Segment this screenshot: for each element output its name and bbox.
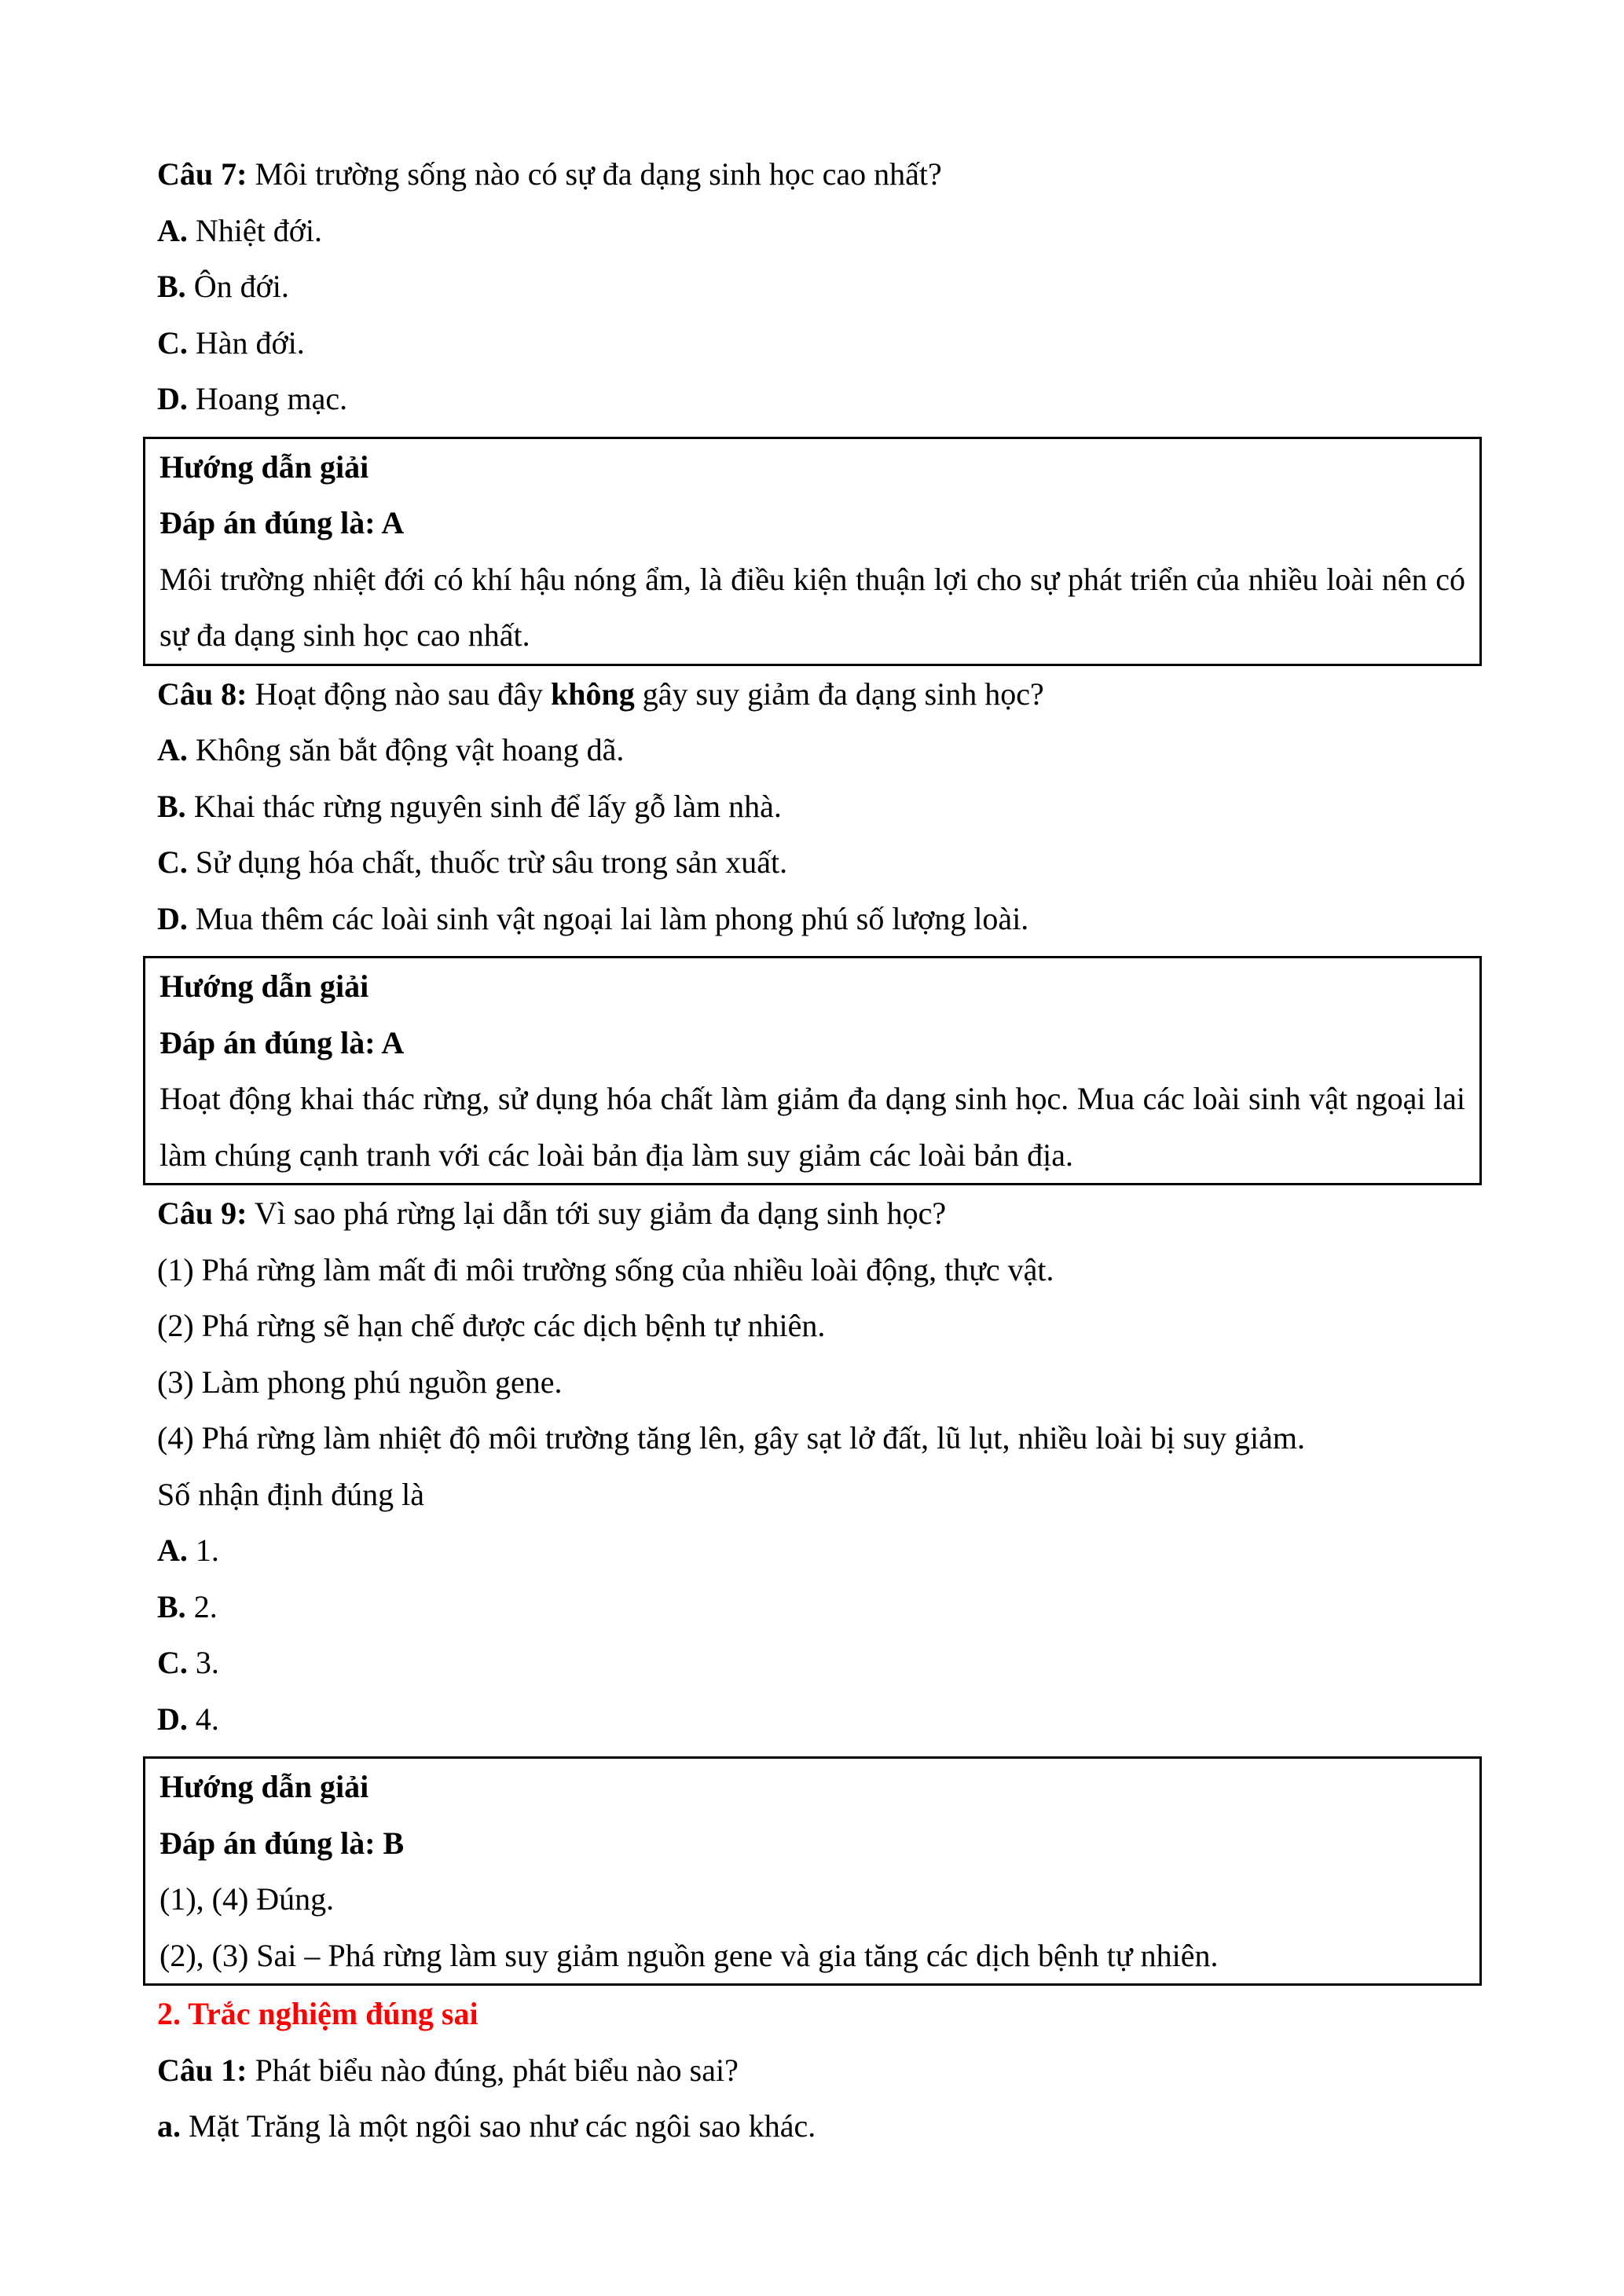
solution-heading: Hướng dẫn giải	[159, 449, 369, 485]
solution-box-q8	[143, 956, 1482, 1185]
question-9-text: Vì sao phá rừng lại dẫn tới suy giảm đa dạng sinh học?	[247, 1196, 947, 1231]
question-1-label: Câu 1:	[157, 2052, 247, 2088]
question-7-label: Câu 7:	[157, 156, 247, 192]
question-7-option-d	[157, 371, 1468, 427]
question-8-bold-keyword: không	[551, 676, 635, 712]
solution-heading: Hướng dẫn giải	[159, 969, 369, 1004]
option-text: Hoang mạc.	[187, 381, 348, 416]
option-text: Không săn bắt động vật hoang dã.	[187, 732, 625, 767]
question-9-statement-2: (2) Phá rừng sẽ hạn chế được các dịch bệnh tự nhiên.	[157, 1308, 826, 1343]
option-label: A.	[157, 1532, 188, 1568]
question-1-text: Phát biểu nào đúng, phát biểu nào sai?	[247, 2052, 739, 2088]
question-9-option-b	[157, 1579, 1468, 1635]
solution-answer: Đáp án đúng là: A	[159, 1024, 405, 1060]
option-text: 4.	[187, 1701, 219, 1737]
option-label: C.	[157, 844, 188, 880]
option-label: C.	[157, 1645, 188, 1680]
question-9	[157, 1185, 1468, 1242]
option-text: Ôn đới.	[185, 269, 289, 304]
option-text: 3.	[187, 1645, 219, 1680]
question-8-text-after: gây suy giảm đa dạng sinh học?	[634, 676, 1044, 712]
question-9-option-c	[157, 1635, 1468, 1691]
question-8-option-c	[157, 834, 1468, 891]
question-8-label: Câu 8:	[157, 676, 247, 712]
solution-box-q7	[143, 437, 1482, 666]
option-text: 1.	[187, 1532, 219, 1568]
question-8-text-before: Hoạt động nào sau đây	[247, 676, 552, 712]
solution-answer: Đáp án đúng là: A	[159, 505, 405, 540]
option-text: Nhiệt đới.	[187, 212, 323, 248]
option-label: B.	[157, 269, 186, 304]
item-text: Mặt Trăng là một ngôi sao như các ngôi sao khác.	[181, 2108, 816, 2144]
option-label: D.	[157, 381, 188, 416]
solution-body: Hoạt động khai thác rừng, sử dụng hóa chất làm giảm đa dạng sinh học. Mua các loài sinh vật ngoại lai làm chúng cạnh tranh với các loài bản địa làm suy giảm các loài bản địa.	[159, 1081, 1465, 1173]
section-2-heading: 2. Trắc nghiệm đúng sai	[157, 1996, 478, 2031]
option-text: Hàn đới.	[187, 324, 305, 361]
question-7	[157, 146, 1468, 203]
question-1	[157, 2042, 1468, 2099]
option-label: C.	[157, 324, 188, 361]
option-text: Khai thác rừng nguyên sinh để lấy gỗ làm nhà.	[185, 788, 782, 824]
question-8	[157, 666, 1468, 723]
question-9-statement-3: (3) Làm phong phú nguồn gene.	[157, 1364, 563, 1400]
option-text: 2.	[185, 1588, 218, 1624]
question-7-option-b	[157, 258, 1468, 315]
item-label: a.	[157, 2108, 181, 2144]
question-9-statement-1: (1) Phá rừng làm mất đi môi trường sống của nhiều loài động, thực vật.	[157, 1251, 1054, 1287]
solution-box-q9	[143, 1756, 1482, 1986]
solution-line-1: (1), (4) Đúng.	[159, 1881, 335, 1917]
option-label: B.	[157, 1588, 186, 1624]
option-label: B.	[157, 788, 186, 824]
question-8-option-d	[157, 891, 1468, 947]
solution-answer: Đáp án đúng là: B	[159, 1825, 405, 1861]
question-1-item-a	[157, 2098, 1468, 2155]
question-9-label: Câu 9:	[157, 1196, 247, 1231]
question-9-closing: Số nhận định đúng là	[157, 1476, 424, 1512]
question-9-option-d	[157, 1691, 1468, 1748]
solution-line-2: (2), (3) Sai – Phá rừng làm suy giảm nguồn gene và gia tăng các dịch bệnh tự nhiên.	[159, 1937, 1219, 1973]
option-label: D.	[157, 1701, 188, 1737]
question-8-option-b	[157, 778, 1468, 835]
question-9-statement-4: (4) Phá rừng làm nhiệt độ môi trường tăng lên, gây sạt lở đất, lũ lụt, nhiều loài bị suy giảm.	[157, 1420, 1305, 1456]
solution-body: Môi trường nhiệt đới có khí hậu nóng ẩm, là điều kiện thuận lợi cho sự phát triển của nhiều loài nên có sự đa dạng sinh học cao nhất.	[159, 561, 1465, 653]
option-label: D.	[157, 900, 188, 936]
solution-heading: Hướng dẫn giải	[159, 1769, 369, 1804]
option-label: A.	[157, 732, 188, 767]
question-9-option-a	[157, 1522, 1468, 1579]
question-7-text: Môi trường sống nào có sự đa dạng sinh học cao nhất?	[247, 156, 942, 192]
question-8-option-a	[157, 722, 1468, 778]
option-label: A.	[157, 212, 188, 248]
question-7-option-a	[157, 203, 1468, 259]
question-7-option-c	[157, 315, 1468, 372]
option-text: Sử dụng hóa chất, thuốc trừ sâu trong sản xuất.	[187, 844, 788, 880]
option-text: Mua thêm các loài sinh vật ngoại lai làm phong phú số lượng loài.	[187, 900, 1029, 936]
